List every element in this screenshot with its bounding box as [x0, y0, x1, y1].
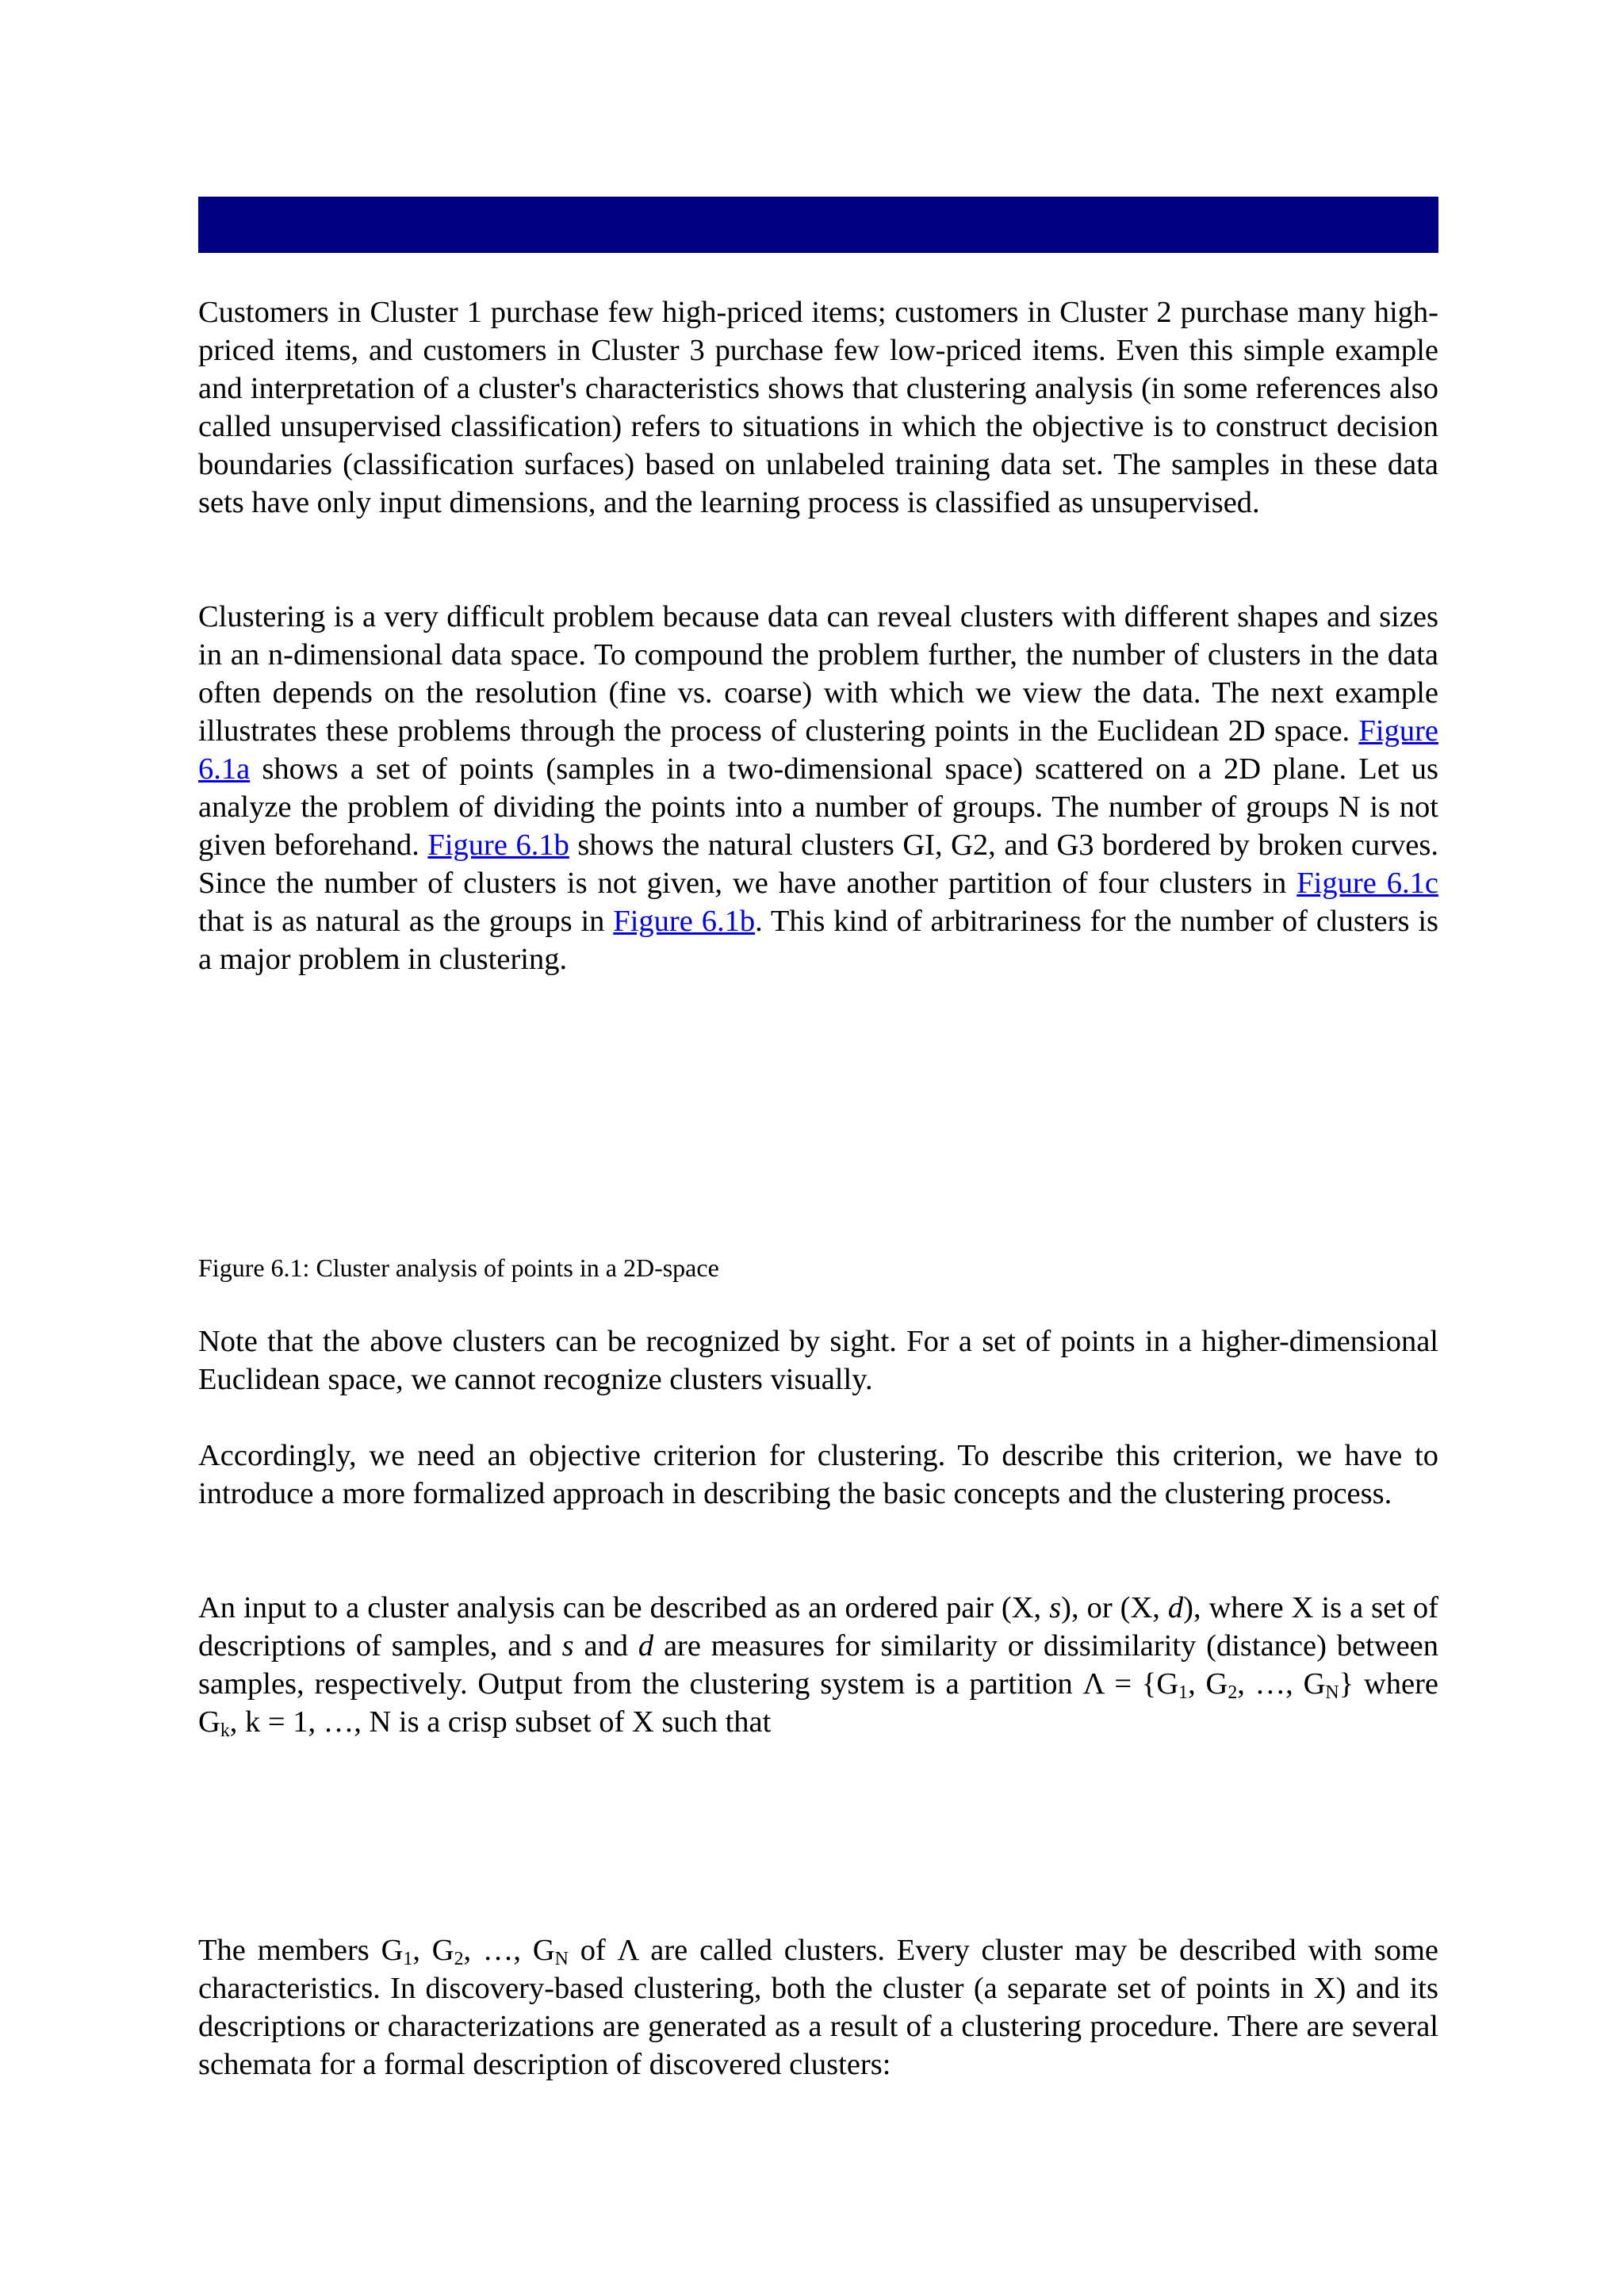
paragraph-cluster-input-output — [198, 1589, 1438, 1741]
paragraph-text: , G — [1188, 1667, 1228, 1701]
paragraph-text: Customers in Cluster 1 purchase few high-priced items; customers in Cluster 2 purchase many high-priced items, and customers in Cluster 3 purchase few low-priced items. Even this simple example and interpretation of a cluster's characteristics shows that clustering analysis (in some references also called unsupervised classification) refers to situations in which the objective is to construct decision boundaries (classification surfaces) based on unlabeled training data set. The samples in these data sets have only input dimensions, and the learning process is classified as unsupervised. — [198, 296, 1438, 519]
paragraph-text: } where G — [198, 1667, 1438, 1739]
paragraph-text: Clustering is a very difficult problem because data can reveal clusters with different shapes and sizes in an n-dimensional data space. To compound the problem further, the number of clusters in the data often depends on the resolution (fine vs. coarse) with which we view the data. The next example illustrates these problems through the process of clustering points in the Euclidean 2D space. — [198, 600, 1438, 748]
paragraph-text: , G — [412, 1934, 454, 1967]
figure-caption: Figure 6.1: Cluster analysis of points in a 2D-space — [198, 1253, 719, 1282]
paragraph-text: An input to a cluster analysis can be described as an ordered pair (X, — [198, 1591, 1050, 1624]
figure-6-1b-link[interactable]: Figure 6.1b — [427, 828, 569, 862]
figure-6-1c-link[interactable]: Figure 6.1c — [1297, 867, 1439, 900]
subscript: k — [220, 1720, 230, 1741]
formula-placeholder — [198, 1760, 1438, 1911]
paragraph-text: ), where X is a set of descriptions of samples, and — [198, 1591, 1439, 1663]
paragraph-clustering-difficulty — [198, 598, 1438, 978]
paragraph-text: The members G — [198, 1934, 404, 1967]
paragraph-text: shows the natural clusters GI, G2, and G3 bordered by broken curves. Since the number of clusters is not given, we have another partition of four clusters in — [198, 828, 1438, 900]
subscript: 1 — [1178, 1682, 1189, 1703]
subscript: 1 — [403, 1948, 413, 1969]
paragraph-text: Note that the above clusters can be recognized by sight. For a set of points in a higher-dimensional Euclidean space, we cannot recognize clusters visually. — [198, 1325, 1438, 1396]
paragraph-text: , …, G — [463, 1934, 555, 1967]
figure-6-1a-link[interactable]: Figure 6.1a — [198, 714, 1438, 786]
paragraph-text: Accordingly, we need an objective criterion for clustering. To describe this criterion, we have to introduce a more formalized approach in describing the basic concepts and the clustering process. — [198, 1439, 1438, 1510]
paragraph-text: , …, G — [1237, 1667, 1326, 1701]
figure-6-1b-link[interactable]: Figure 6.1b — [613, 905, 756, 938]
subscript: N — [1325, 1682, 1339, 1703]
paragraph-cluster-interpretation — [198, 293, 1438, 522]
paragraph-text: , k = 1, …, N is a crisp subset of X such that — [229, 1705, 772, 1739]
subscript: 2 — [1228, 1682, 1238, 1703]
chapter-header-bar — [198, 197, 1438, 253]
distance-symbol: d — [1167, 1591, 1184, 1624]
paragraph-text: shows a set of points (samples in a two-dimensional space) scattered on a 2D plane. Let us analyze the problem of dividing the points into a number of groups. The number of groups N is not given beforehand. — [198, 752, 1438, 862]
paragraph-text: ), or (X, — [1061, 1591, 1168, 1624]
paragraph-visual-recognition — [198, 1322, 1438, 1399]
similarity-symbol: s — [561, 1629, 574, 1663]
similarity-symbol: s — [1049, 1591, 1062, 1624]
figure-6-1-placeholder — [198, 991, 1438, 1229]
paragraph-text: are measures for similarity or dissimilarity (distance) between samples, respectively. Output from the clustering system is a partition Λ = {G — [198, 1629, 1439, 1701]
paragraph-objective-criterion — [198, 1437, 1438, 1513]
subscript: 2 — [454, 1948, 464, 1969]
paragraph-text: and — [573, 1629, 638, 1663]
paragraph-text: . This kind of arbitrariness for the number of clusters is a major problem in clustering. — [198, 905, 1438, 976]
paragraph-cluster-members — [198, 1931, 1438, 2084]
subscript: N — [554, 1948, 569, 1969]
distance-symbol: d — [638, 1629, 654, 1663]
paragraph-text: that is as natural as the groups in — [198, 905, 614, 938]
paragraph-text: of Λ are called clusters. Every cluster may be described with some characteristics. In discovery-based clustering, both the cluster (a separate set of points in X) and its descriptions or characterizations are generated as a result of a clustering procedure. There are several schemata for a formal description of discovered clusters: — [198, 1934, 1438, 2081]
